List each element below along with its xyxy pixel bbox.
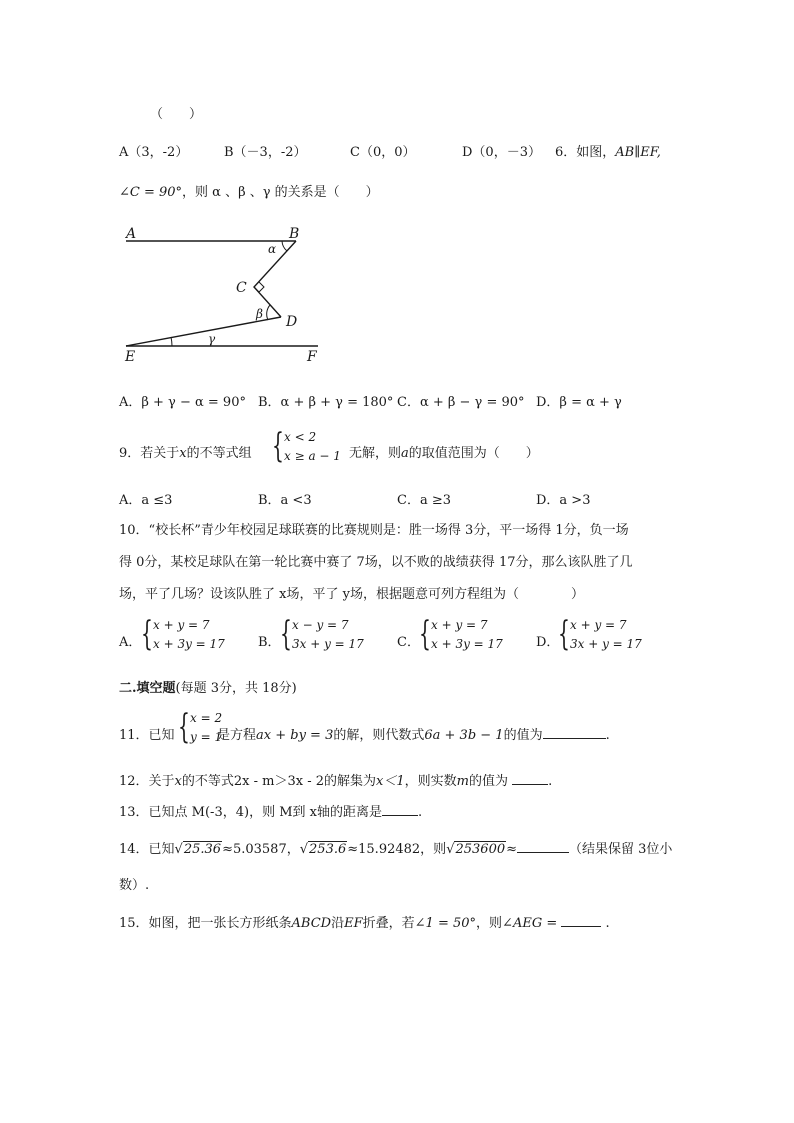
q14-line1 (119, 838, 672, 857)
q15-ef: EF (344, 916, 363, 931)
q14-radicand-2: 253.6 (309, 842, 347, 857)
q5-option-a: A（3，-2） (119, 145, 189, 160)
left-brace: { (272, 426, 284, 466)
q12-period: . (548, 774, 553, 789)
q10-d-line2: 3x + y = 17 (570, 637, 642, 651)
q14-answer-blank[interactable] (517, 840, 569, 853)
left-brace: { (178, 707, 190, 747)
q10-line2: 得 0分，某校足球队在第一轮比赛中赛了 7场，以不败的战绩获得 17分，那么该队胜了几 (119, 555, 633, 570)
q15 (119, 912, 610, 931)
q9-mid: 的不等式组 (186, 446, 252, 461)
label-f: F (307, 349, 317, 364)
label-b: B (289, 226, 300, 242)
q15-abcd: ABCD (291, 916, 332, 931)
q15-along: 沿 (331, 916, 345, 931)
q15-prefix: 15．如图，把一张长方形纸条 (119, 916, 292, 931)
q14-sqrt-1: √25.36 (174, 842, 222, 857)
q14-suffix: （结果保留 3位小 (569, 842, 673, 857)
q6-parallel: AB∥EF, (615, 145, 661, 160)
q9-suffix-b: 的取值范围为（ ） (408, 446, 539, 461)
q10-option-c-system (419, 614, 519, 658)
q14-approx: ≈ (506, 842, 518, 857)
q10-option-d-system (558, 614, 658, 658)
q14-sqrt-3: √253600 (446, 842, 506, 857)
q11-equation: ax + by = 3 (256, 728, 334, 743)
gamma-arc (171, 337, 172, 346)
label-gamma: γ (208, 332, 216, 346)
left-brace: { (141, 614, 153, 654)
q12-solution: x＜1 (376, 774, 405, 789)
q15-angle: ∠1 = 50° (414, 916, 477, 931)
q15-answer-blank[interactable] (561, 914, 601, 927)
q9-option-c: C．a ≥3 (397, 493, 451, 508)
line-ed (126, 317, 281, 346)
q12-e: 的值为 (469, 774, 509, 789)
q6-number: 6．如图， (555, 145, 616, 160)
q12-c: 的解集为 (324, 774, 377, 789)
q12-var-m: m (456, 774, 469, 789)
q11-end: 的值为 (503, 728, 543, 743)
left-brace: { (558, 614, 570, 654)
q6-option-c: C．α + β − γ = 90° (397, 395, 525, 410)
q12-answer-blank[interactable] (512, 772, 548, 785)
q10-a-line2: x + 3y = 17 (153, 637, 225, 651)
q9-number: 9．若关于 (119, 446, 180, 461)
q14-sqrt-2: √253.6 (299, 842, 347, 857)
q10-line1: 10．“校长杯”青少年校园足球联赛的比赛规则是：胜一场得 3分，平一场得 1分，负一场 (119, 523, 629, 538)
q9-sys-line1: x < 2 (284, 430, 317, 444)
q9-suffix (349, 442, 539, 461)
label-a: A (126, 226, 137, 242)
label-c: C (236, 280, 247, 296)
q9-suffix-a: 无解，则 (349, 446, 402, 461)
q10-option-c-label: C． (397, 635, 420, 650)
q9-prefix (119, 442, 252, 461)
alpha-arc (282, 241, 287, 251)
q12-d: ，则实数 (404, 774, 457, 789)
q15-fold: 折叠，若 (362, 916, 415, 931)
q11-expression: 6a + 3b − 1 (424, 728, 504, 743)
q10-a-line1: x + y = 7 (153, 618, 210, 632)
q6-question: ，则 α 、β 、γ 的关系是（ ） (182, 185, 379, 200)
q13-text: 13．已知点 M(-3，4)，则 M到 x轴的距离是 (119, 805, 382, 820)
q12 (119, 770, 552, 789)
left-brace: { (419, 614, 431, 654)
q14-radicand-3: 253600 (455, 842, 506, 857)
q5-option-b: B（－3，-2） (224, 145, 307, 160)
q6-start (555, 141, 661, 160)
right-angle-mark (254, 282, 264, 292)
q11-sys-line1: x = 2 (190, 711, 223, 725)
label-d: D (286, 314, 298, 330)
q9-option-a: A．a ≤3 (119, 493, 173, 508)
q15-then: ，则 (476, 916, 503, 931)
q12-b: 的不等式 (181, 774, 234, 789)
q6-option-b: B．α + β + γ = 180° (258, 395, 394, 410)
q14-sep: ， (286, 842, 300, 857)
q9-var-a: a (401, 446, 409, 461)
q11-prefix: 11．已知 (119, 728, 175, 743)
q12-a: 12．关于 (119, 774, 175, 789)
q14-value-1: ≈5.03587 (222, 842, 287, 857)
q9-option-d: D．a >3 (536, 493, 591, 508)
q11-suffix: 的解，则代数式 (333, 728, 425, 743)
section-2-title: 二.填空题 (119, 681, 176, 696)
q11-period: . (605, 728, 610, 743)
q5-option-c: C（0，0） (350, 145, 416, 160)
q9-option-b: B．a <3 (258, 493, 312, 508)
q11-mid: 是方程 (217, 728, 257, 743)
q10-option-b-label: B． (258, 635, 281, 650)
q10-d-line1: x + y = 7 (570, 618, 627, 632)
q11-answer-blank[interactable] (543, 726, 606, 739)
q10-option-b-system (280, 614, 380, 658)
q5-paren: （ ） (150, 107, 203, 122)
q15-aeg: ∠AEG = (502, 916, 558, 931)
q10-option-d-label: D． (536, 635, 560, 650)
left-brace: { (280, 614, 292, 654)
section-2-header (119, 677, 297, 696)
q12-var-x: x (174, 774, 182, 789)
q11-sys-line2: y = 1 (190, 730, 223, 744)
section-2-note: (每题 3分，共 18分) (175, 681, 297, 696)
q5-option-d: D（0，－3） (462, 145, 541, 160)
label-alpha: α (268, 242, 277, 256)
beta-arc (267, 305, 270, 320)
q11-body (217, 724, 610, 743)
label-e: E (125, 349, 136, 364)
q14-mid: ，则 (420, 842, 447, 857)
q13 (119, 801, 422, 820)
q9-var-x: x (179, 446, 187, 461)
q10-line3: 场，平了几场？设该队胜了 x场，平了 y场，根据题意可列方程组为（ ） (119, 587, 584, 602)
q14-line2: 数）. (119, 878, 150, 893)
q10-b-line2: 3x + y = 17 (292, 637, 364, 651)
q6-figure (118, 222, 328, 364)
q12-inequality: 2x - m＞3x - 2 (233, 774, 325, 789)
q10-option-a-system (141, 614, 241, 658)
q10-option-a-label: A． (119, 635, 142, 650)
q6-right-angle: ∠C = 90° (119, 185, 183, 200)
q6-line2 (119, 181, 379, 200)
q10-c-line2: x + 3y = 17 (431, 637, 503, 651)
q9-system (272, 426, 352, 470)
q14-value-2: ≈15.92482 (347, 842, 421, 857)
q6-option-a: A．β + γ − α = 90° (119, 395, 246, 410)
q14-radicand-1: 25.36 (183, 842, 222, 857)
q10-c-line1: x + y = 7 (431, 618, 488, 632)
label-beta: β (256, 307, 263, 321)
q10-b-line1: x − y = 7 (292, 618, 349, 632)
q6-option-d: D．β = α + γ (536, 395, 622, 410)
q14-prefix: 14．已知 (119, 842, 175, 857)
q9-sys-line2: x ≥ a − 1 (284, 449, 341, 463)
q15-period: . (605, 916, 610, 931)
q13-answer-blank[interactable] (382, 803, 418, 816)
q13-period: . (417, 805, 423, 820)
